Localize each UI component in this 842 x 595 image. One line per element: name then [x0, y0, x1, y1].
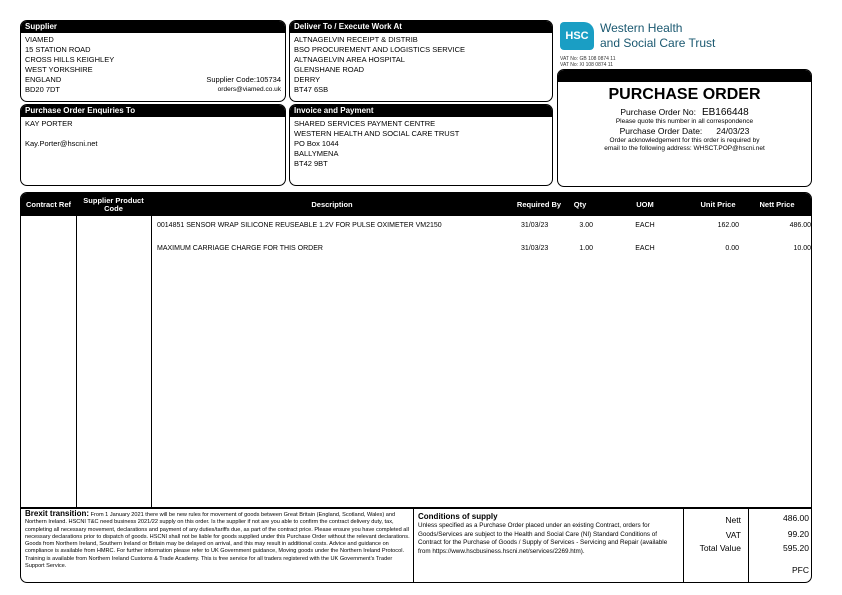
purchase-order-box — [557, 69, 812, 187]
invoice-box — [289, 104, 553, 186]
brexit-text: From 1 January 2021 there will be new rules for movement of goods between Great Britain (England, Scotland, Wales) and Northern Ireland. HSCNI T&C need business 2021/22 supply on this order. Is the supplier if not are you able to confirm the contract delivery duty, tax, completing all necessary movement, declarations and payment of any duties/tariffs due, as part of the contract price. Please ensure you have completed all necessary declarations prior to dispatch of goods. HSCNI shall not be liable for goods supplied under this Purchase Order without the relevant declarations. Goods from Northern Ireland, Southern Ireland or Britain may be delayed on arrival, and this may result in additional costs. Advice and guidance on compliance is available from HMRC. For further information please refer to UK Government guidance, Moving goods under the Northern Ireland Protocol. Training is available from Northern Ireland Customs & Trade Academy. This is free service for all traders registered with the UK Government's Trader Support Service. — [25, 512, 410, 570]
row-unit-price: 162.00 — [717, 222, 739, 229]
conditions-of-supply — [413, 509, 683, 582]
row-nett-price: 10.00 — [793, 245, 811, 252]
header-qty: Qty — [573, 199, 587, 209]
enquiries-box — [20, 104, 286, 186]
invoice-line: BT42 9BT — [294, 159, 328, 168]
header-contract-ref: Contract Ref — [25, 199, 71, 209]
totals-divider — [748, 509, 749, 582]
deliver-line: BSO PROCUREMENT AND LOGISTICS SERVICE — [294, 45, 466, 54]
deliver-line: ALTNAGELVIN AREA HOSPITAL — [294, 55, 405, 64]
row-unit-price: 0.00 — [725, 245, 739, 252]
conditions-title: Conditions of supply — [418, 512, 498, 521]
header-nett-price: Nett Price — [759, 199, 795, 209]
po-date: 24/03/23 — [716, 126, 750, 136]
row-uom: EACH — [635, 222, 655, 229]
supplier-email: orders@viamed.co.uk — [217, 86, 281, 93]
row-qty: 3.00 — [579, 222, 593, 229]
order-code: PFC — [792, 565, 809, 575]
table-row — [21, 220, 811, 232]
row-description: 0014851 SENSOR WRAP SILICONE REUSEABLE 1.2V FOR PULSE OXIMETER VM2150 — [157, 222, 442, 229]
header-description: Description — [311, 199, 353, 209]
po-number: EB166448 — [701, 107, 749, 118]
deliver-to-box — [289, 20, 553, 102]
header-uom: UOM — [636, 199, 654, 209]
enquiries-title: Purchase Order Enquiries To — [21, 105, 285, 117]
header-unit-price: Unit Price — [700, 199, 736, 209]
supplier-line: 15 STATION ROAD — [25, 45, 91, 54]
supplier-line: BD20 7DT — [25, 85, 61, 94]
supplier-box — [20, 20, 286, 102]
supplier-code: Supplier Code:105734 — [206, 75, 281, 84]
vat-number-gb: VAT No: GB 108 0874 11 — [560, 56, 616, 62]
total-value: 595.20 — [783, 543, 809, 553]
supplier-line: CROSS HILLS KEIGHLEY — [25, 55, 115, 64]
supplier-line: WEST YORKSHIRE — [25, 65, 93, 74]
po-date-label: Purchase Order Date: — [619, 126, 703, 136]
row-nett-price: 486.00 — [789, 222, 811, 229]
deliver-line: BT47 6SB — [294, 85, 329, 94]
deliver-line: GLENSHANE ROAD — [294, 65, 365, 74]
nett-label: Nett — [725, 515, 741, 525]
hsc-logo-icon: HSC — [560, 22, 594, 50]
deliver-line: DERRY — [294, 75, 321, 84]
po-quote-note: Please quote this number in all correspondence — [615, 118, 754, 125]
po-title: PURCHASE ORDER — [608, 86, 761, 103]
brexit-title: Brexit transition: — [25, 509, 90, 518]
table-header — [21, 193, 811, 216]
row-qty: 1.00 — [579, 245, 593, 252]
row-description: MAXIMUM CARRIAGE CHARGE FOR THIS ORDER — [157, 245, 323, 252]
column-divider — [151, 216, 152, 507]
supplier-title: Supplier — [21, 21, 285, 33]
row-uom: EACH — [635, 245, 655, 252]
table-row — [21, 243, 811, 255]
nett-value: 486.00 — [783, 513, 809, 523]
po-email-note-2: email to the following address: WHSCT.POP@hscni.net — [604, 145, 765, 152]
deliver-to-title: Deliver To / Execute Work At — [290, 21, 552, 33]
vat-label: VAT — [725, 530, 741, 540]
column-divider — [76, 216, 77, 507]
logo-line-2: and Social Care Trust — [600, 36, 716, 50]
brexit-notice — [25, 510, 411, 570]
invoice-line: BALLYMENA — [294, 149, 339, 158]
row-required-by: 31/03/23 — [521, 222, 549, 229]
logo-line-1: Western Health — [600, 21, 683, 35]
supplier-line: ENGLAND — [25, 75, 62, 84]
header-required-by: Required By — [516, 199, 562, 209]
invoice-title: Invoice and Payment — [290, 105, 552, 117]
enquiries-email: Kay.Porter@hscni.net — [25, 139, 98, 148]
invoice-line: WESTERN HEALTH AND SOCIAL CARE TRUST — [294, 129, 460, 138]
enquiries-name: KAY PORTER — [25, 119, 73, 128]
order-footer — [20, 508, 812, 583]
deliver-line: ALTNAGELVIN RECEIPT & DISTRIB — [294, 35, 418, 44]
po-email-note-1: Order acknowledgement for this order is required by — [609, 137, 760, 144]
totals-panel — [683, 509, 812, 582]
supplier-line: VIAMED — [25, 35, 54, 44]
trust-logo — [560, 22, 820, 72]
total-label: Total Value — [699, 543, 741, 553]
vat-value: 99.20 — [787, 529, 809, 539]
header-supplier-code: Supplier Product Code — [83, 195, 144, 213]
order-items-table — [20, 192, 812, 508]
po-number-label: Purchase Order No: — [620, 107, 696, 117]
row-required-by: 31/03/23 — [521, 245, 549, 252]
invoice-line: PO Box 1044 — [294, 139, 339, 148]
invoice-line: SHARED SERVICES PAYMENT CENTRE — [294, 119, 436, 128]
conditions-text: Unless specified as a Purchase Order placed under an existing Contract, orders for Goods/Services are subject to the Health and Social Care (NI) Standard Conditions of Contract for the Purchase of Goods / Supply of Services - Servicing and Repair (available from https://www.hscbusiness.hscni.net/services/2269.htm). — [418, 522, 668, 555]
vat-number-xi: VAT No: XI 108 0874 11 — [560, 62, 613, 68]
po-header-bar — [558, 70, 811, 82]
